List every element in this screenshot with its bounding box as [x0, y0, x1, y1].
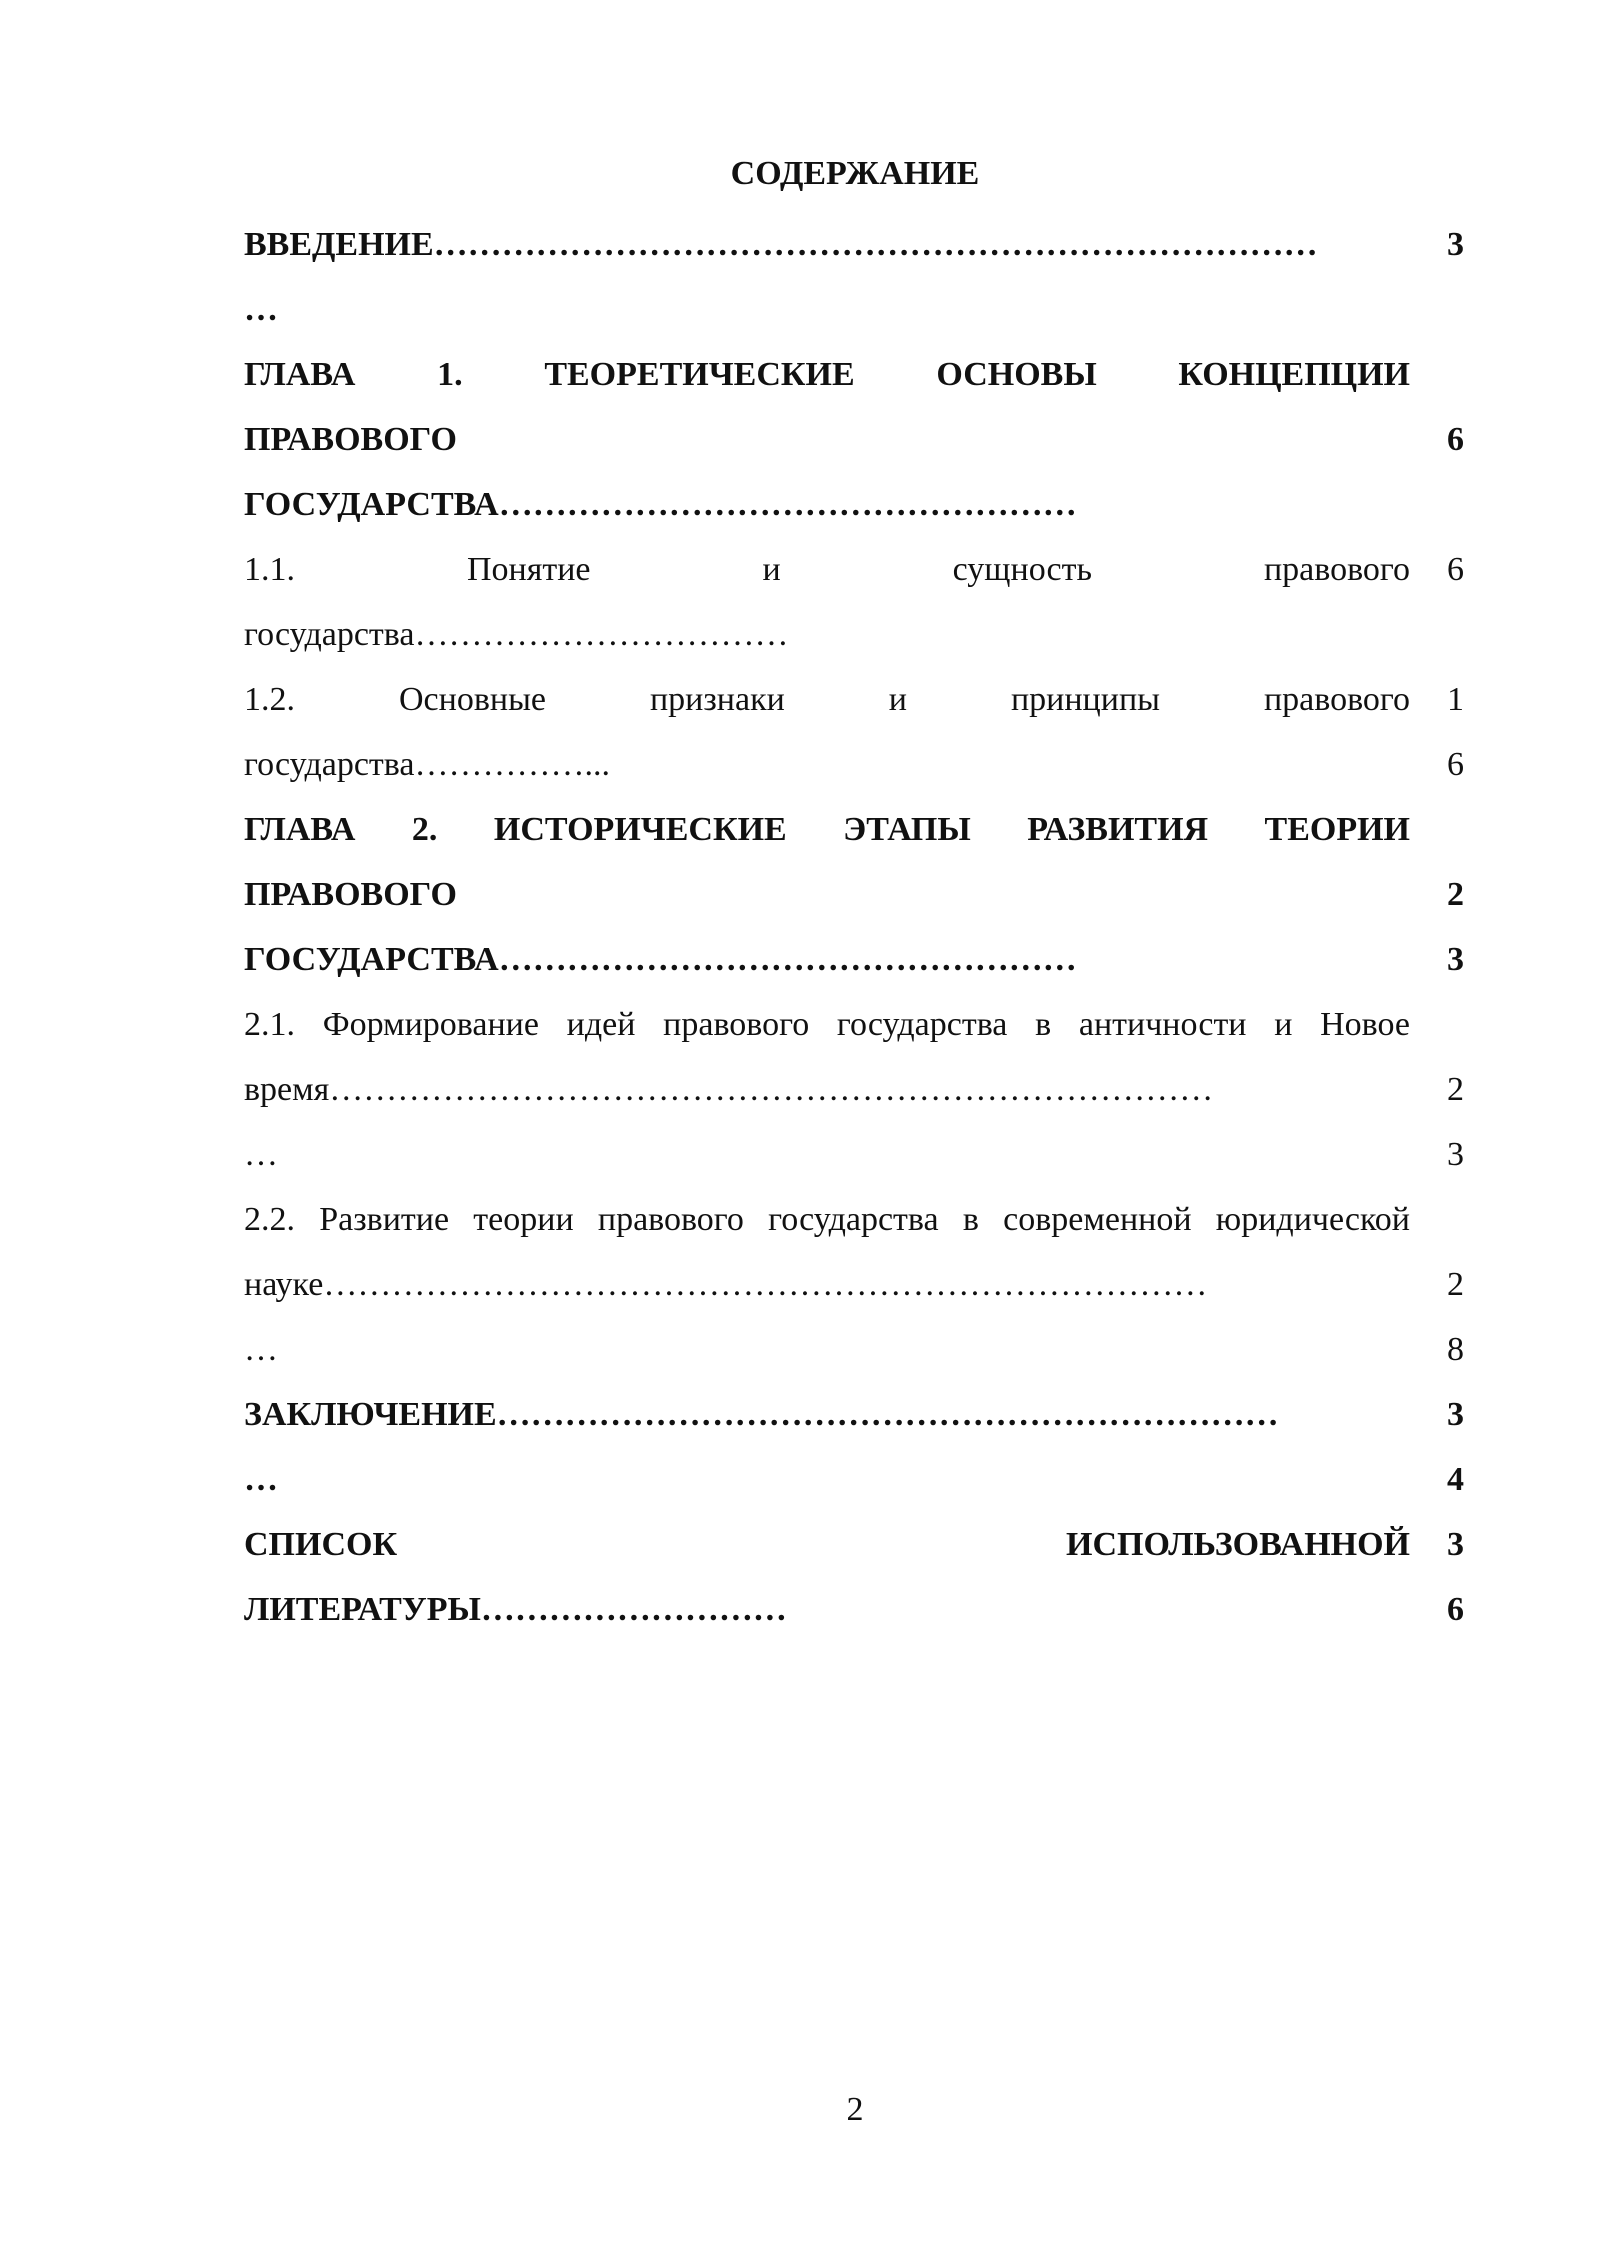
- table-of-contents: [244, 212, 1464, 1642]
- toc-entry-title: [244, 212, 1410, 342]
- toc-entry-title: [244, 342, 1410, 537]
- toc-entry-line: 2.1. Формирование идей правового государства в античности и Новое: [244, 1006, 1410, 1043]
- toc-entry-line: ПРАВОВОГО: [244, 421, 457, 458]
- toc-entry-page: [1410, 1512, 1464, 1642]
- toc-entry-page: [1410, 1382, 1464, 1512]
- toc-entry-line: …: [244, 1461, 278, 1498]
- toc-entry-line: ВВЕДЕНИЕ……………………………………………………………………: [244, 226, 1318, 263]
- toc-entry-line: 1.2. Основные признаки и принципы правового: [244, 681, 1410, 718]
- toc-entry-line: 1.1. Понятие и сущность правового: [244, 551, 1410, 588]
- toc-entry: [244, 537, 1464, 667]
- toc-page-digit: [1456, 342, 1465, 407]
- toc-entry-page: [1410, 537, 1464, 602]
- toc-entry: [244, 1187, 1464, 1382]
- toc-page-digit: 6: [1447, 421, 1464, 458]
- toc-entry: [244, 992, 1464, 1187]
- toc-entry-line: СПИСОК ИСПОЛЬЗОВАННОЙ: [244, 1526, 1410, 1563]
- toc-entry: [244, 1382, 1464, 1512]
- toc-entry-line: ГОСУДАРСТВА……………………………………………: [244, 941, 1077, 978]
- toc-page-digit: 2: [1447, 1266, 1464, 1303]
- toc-entry-line: …: [244, 291, 278, 328]
- toc-entry-page: [1410, 797, 1464, 992]
- toc-entry-line: науке……………………………………………………………………: [244, 1266, 1208, 1303]
- toc-entry-line: ЛИТЕРАТУРЫ………………………: [244, 1591, 787, 1628]
- toc-entry-line: государства……………...: [244, 746, 610, 783]
- toc-entry-line: ГЛАВА 2. ИСТОРИЧЕСКИЕ ЭТАПЫ РАЗВИТИЯ ТЕОРИИ: [244, 811, 1410, 848]
- toc-page-digit: 3: [1447, 941, 1464, 978]
- toc-entry-line: …: [244, 1331, 278, 1368]
- toc-page-digit: 6: [1447, 1591, 1464, 1628]
- toc-page-digit: 3: [1447, 1526, 1464, 1563]
- toc-entry-title: [244, 667, 1410, 797]
- toc-entry-line: 2.2. Развитие теории правового государства в современной юридической: [244, 1201, 1410, 1238]
- toc-entry: [244, 342, 1464, 537]
- toc-entry-line: время……………………………………………………………………: [244, 1071, 1214, 1108]
- toc-page-digit: 8: [1447, 1331, 1464, 1368]
- toc-entry: [244, 667, 1464, 797]
- toc-page-digit: 2: [1447, 876, 1464, 913]
- toc-entry-line: …: [244, 1136, 278, 1173]
- toc-entry-title: [244, 537, 1410, 667]
- page-number: 2: [846, 2091, 864, 2128]
- toc-entry-line: ЗАКЛЮЧЕНИЕ……………………………………………………………: [244, 1396, 1279, 1433]
- toc-page-digit: [1456, 992, 1465, 1057]
- toc-entry-line: ГОСУДАРСТВА……………………………………………: [244, 486, 1077, 523]
- toc-entry-page: [1410, 212, 1464, 277]
- toc-page-digit: 1: [1447, 681, 1464, 718]
- toc-page-digit: 3: [1447, 1136, 1464, 1173]
- toc-entry-page: [1410, 342, 1464, 472]
- toc-entry: [244, 212, 1464, 342]
- toc-page-digit: [1456, 1187, 1465, 1252]
- toc-page-digit: 3: [1447, 1396, 1464, 1433]
- toc-entry-page: [1410, 1187, 1464, 1382]
- toc-entry: [244, 797, 1464, 992]
- toc-page-digit: 6: [1447, 551, 1464, 588]
- toc-entry-title: [244, 1512, 1410, 1642]
- toc-entry-page: [1410, 667, 1464, 797]
- toc-entry-line: ГЛАВА 1. ТЕОРЕТИЧЕСКИЕ ОСНОВЫ КОНЦЕПЦИИ: [244, 356, 1410, 393]
- toc-entry-title: [244, 797, 1410, 992]
- toc-entry-line: государства……………………………: [244, 616, 789, 653]
- toc-entry-title: [244, 992, 1410, 1187]
- toc-entry-title: [244, 1187, 1410, 1382]
- toc-entry-title: [244, 1382, 1410, 1512]
- toc-title: СОДЕРЖАНИЕ: [730, 155, 980, 192]
- toc-page-digit: 4: [1447, 1461, 1464, 1498]
- toc-page-digit: 3: [1447, 226, 1464, 263]
- toc-page-digit: 6: [1447, 746, 1464, 783]
- toc-page-digit: 2: [1447, 1071, 1464, 1108]
- toc-entry-page: [1410, 992, 1464, 1187]
- toc-entry: [244, 1512, 1464, 1642]
- toc-page-digit: [1456, 797, 1465, 862]
- toc-entry-line: ПРАВОВОГО: [244, 876, 457, 913]
